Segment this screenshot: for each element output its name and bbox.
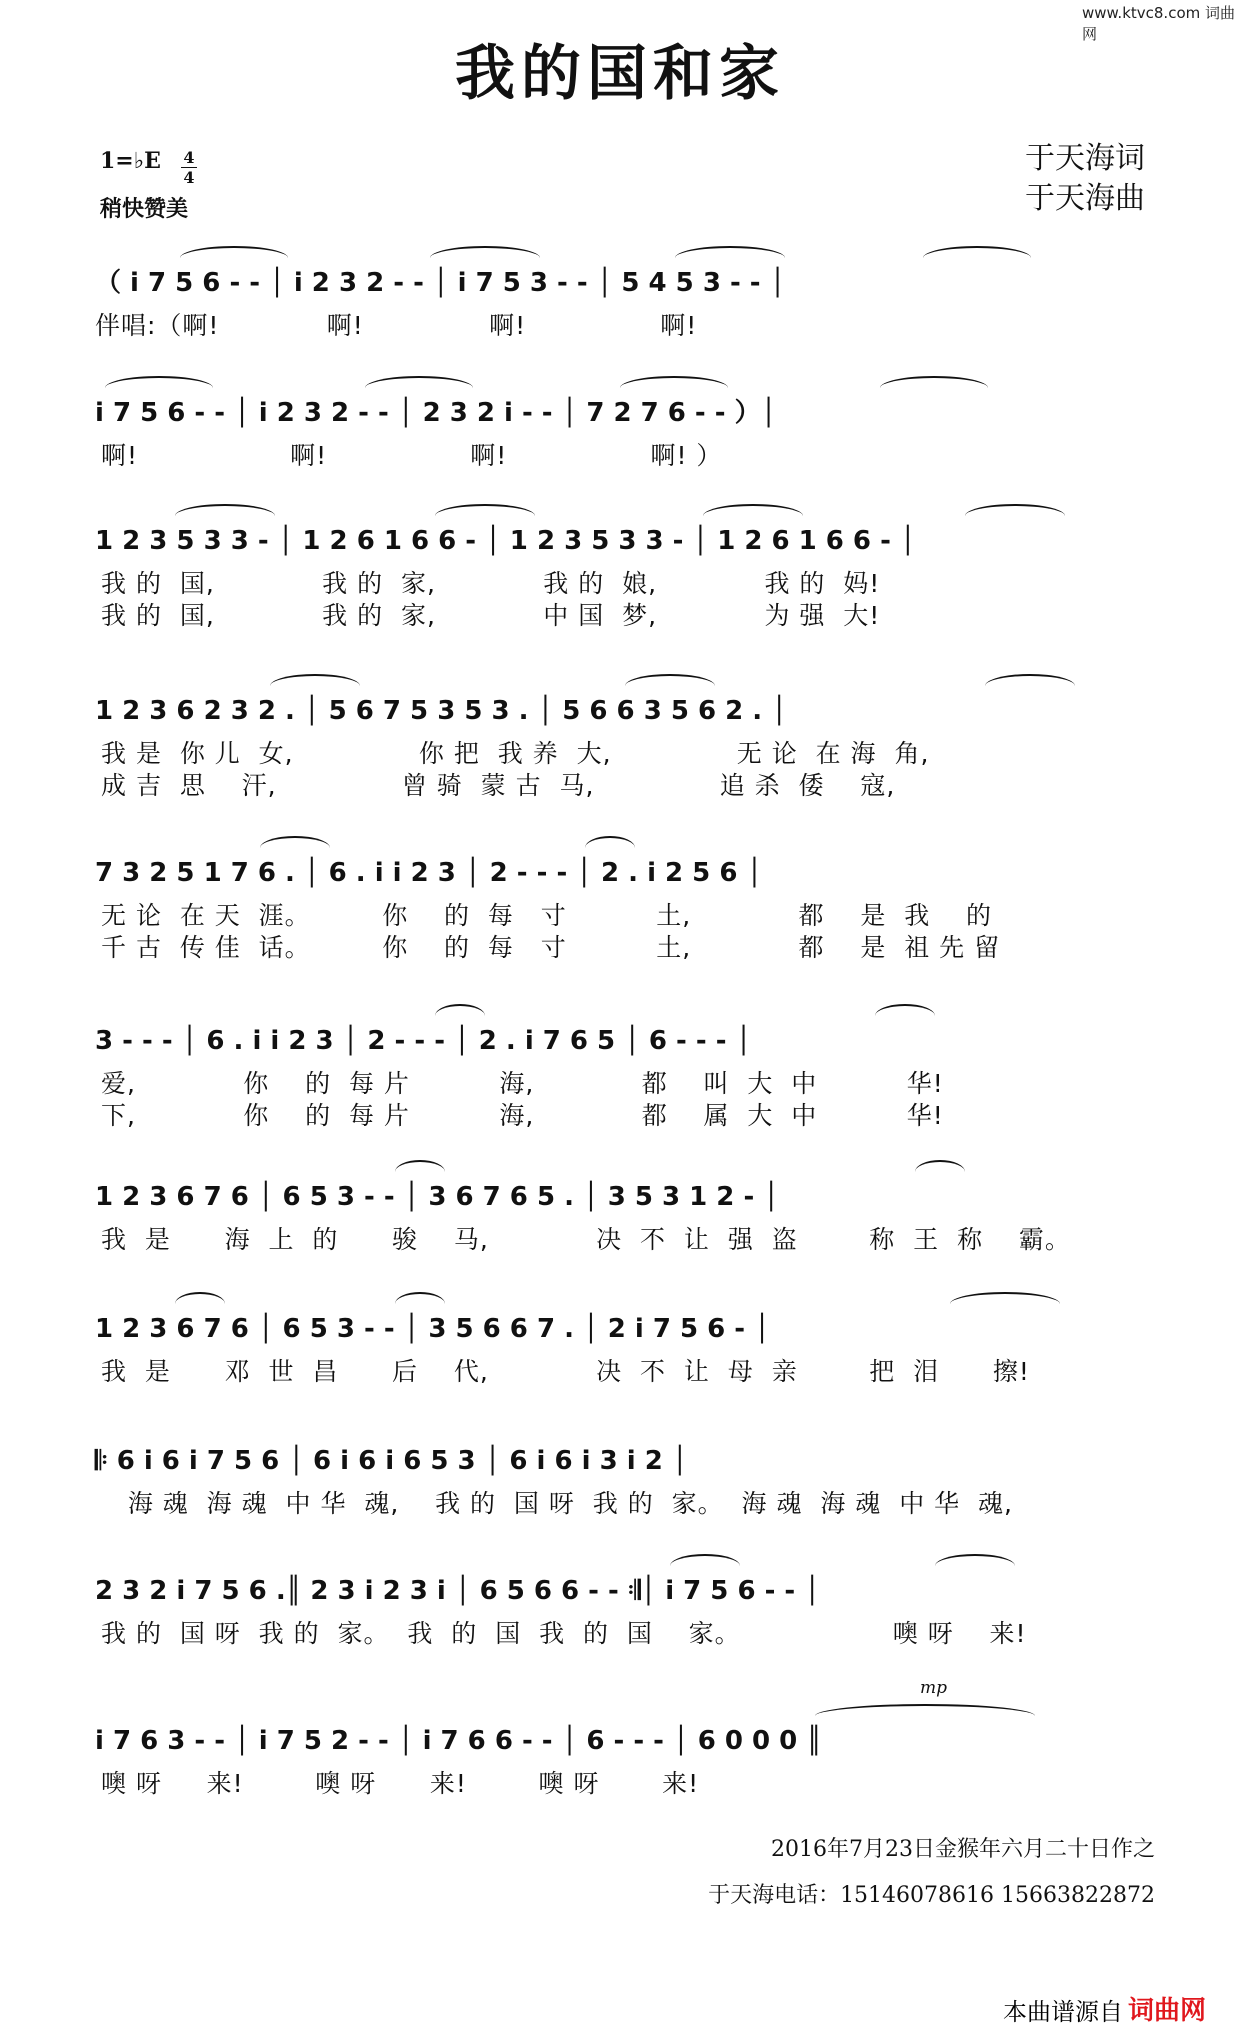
- meter-bottom: 4: [183, 168, 195, 187]
- lyric-line-1: 我 是 你 儿 女, 你 把 我 养 大, 无 论 在 海 角,: [101, 739, 930, 768]
- tempo-marking: 稍快赞美: [100, 197, 189, 222]
- notation-line: 𝄆 6 i 6 i 7 5 6 │ 6 i 6 i 6 5 3 │ 6 i 6 i 3 i 2 │: [95, 1446, 688, 1476]
- lyric-line-2: 成 吉 思 汗, 曾 骑 蒙 古 马, 追 杀 倭 寇,: [101, 771, 896, 800]
- notation-line: 1 2 3 5 3 3 - │ 1 2 6 1 6 6 - │ 1 2 3 5 3 3 - │ 1 2 6 1 6 6 - │: [95, 526, 916, 556]
- notation-line: 1 2 3 6 2 3 2 . │ 5 6 7 5 3 5 3 . │ 5 6 6 3 5 6 2 . │: [95, 696, 787, 726]
- lyric-line-2: 千 古 传 佳 话。 你 的 每 寸 土, 都 是 祖 先 留: [101, 933, 1001, 962]
- notation-line: 1 2 3 6 7 6 │ 6 5 3 - - │ 3 5 6 6 7 . │ 2 i 7 5 6 - │: [95, 1314, 770, 1344]
- lyric-line-1: 无 论 在 天 涯。 你 的 每 寸 土, 都 是 我 的: [101, 901, 993, 930]
- contact-phone: 于天海电话：15146078616 15663822872: [708, 1883, 1155, 1908]
- composition-date: 2016年7月23日金猴年六月二十日作之: [771, 1837, 1155, 1862]
- lyric-line: 海 魂 海 魂 中 华 魂, 我 的 国 呀 我 的 家。 海 魂 海 魂 中 华 魂,: [101, 1489, 1013, 1518]
- notation-line: 1 2 3 6 7 6 │ 6 5 3 - - │ 3 6 7 6 5 . │ 3 5 3 1 2 - │: [95, 1182, 779, 1212]
- lyric-line-2: 下, 你 的 每 片 海, 都 属 大 中 华!: [101, 1101, 944, 1130]
- site-url[interactable]: www.ktvc8.com 词曲网: [1082, 4, 1236, 43]
- source-logo[interactable]: 词曲网: [1128, 1996, 1207, 2026]
- song-title: 我的国和家: [455, 39, 785, 109]
- notation-line: 3 - - - │ 6 . i i 2 3 │ 2 - - - │ 2 . i 7 6 5 │ 6 - - - │: [95, 1026, 752, 1056]
- notation-line: i 7 6 3 - - │ i 7 5 2 - - │ i 7 6 6 - - │ 6 - - - │ 6 0 0 0 ║: [95, 1726, 822, 1756]
- lyric-line: 我 的 国 呀 我 的 家。 我 的 国 我 的 国 家。 噢 呀 来!: [101, 1619, 1027, 1648]
- lyric-line: 啊! 啊! 啊! 啊! ）: [101, 441, 723, 470]
- meter-top: 4: [183, 148, 195, 167]
- notation-line: i 7 5 6 - - │ i 2 3 2 - - │ 2 3 2 i - - │ 7 2 7 6 - - ）│: [95, 398, 777, 428]
- lyric-line: 我 是 邓 世 昌 后 代, 决 不 让 母 亲 把 泪 擦!: [101, 1357, 1030, 1386]
- lyric-line: 伴唱:（啊! 啊! 啊! 啊!: [95, 311, 698, 340]
- lyric-line: 噢 呀 来! 噢 呀 来! 噢 呀 来!: [101, 1769, 700, 1798]
- time-signature: [178, 148, 200, 187]
- composer-credit: 于天海曲: [1025, 181, 1145, 216]
- lyric-line-1: 我 的 国, 我 的 家, 我 的 娘, 我 的 妈!: [101, 569, 881, 598]
- notation-line: 7 3 2 5 1 7 6 . │ 6 . i i 2 3 │ 2 - - - │ 2 . i 2 5 6 │: [95, 858, 763, 888]
- lyric-line-1: 爱, 你 的 每 片 海, 都 叫 大 中 华!: [101, 1069, 944, 1098]
- lyricist-credit: 于天海词: [1025, 141, 1145, 176]
- source-label: 本曲谱源自: [1003, 1998, 1123, 2026]
- dynamic-marking: mp: [920, 1678, 948, 1698]
- lyric-line: 我 是 海 上 的 骏 马, 决 不 让 强 盗 称 王 称 霸。: [101, 1225, 1071, 1254]
- key-signature: 1=♭E: [100, 148, 161, 174]
- lyric-line-2: 我 的 国, 我 的 家, 中 国 梦, 为 强 大!: [101, 601, 881, 630]
- notation-line: 2 3 2 i 7 5 6 .║ 2 3 i 2 3 i │ 6 5 6 6 - - 𝄇│ i 7 5 6 - - │: [95, 1576, 820, 1606]
- notation-line: （ i 7 5 6 - - │ i 2 3 2 - - │ i 7 5 3 - - │ 5 4 5 3 - - │: [95, 268, 786, 298]
